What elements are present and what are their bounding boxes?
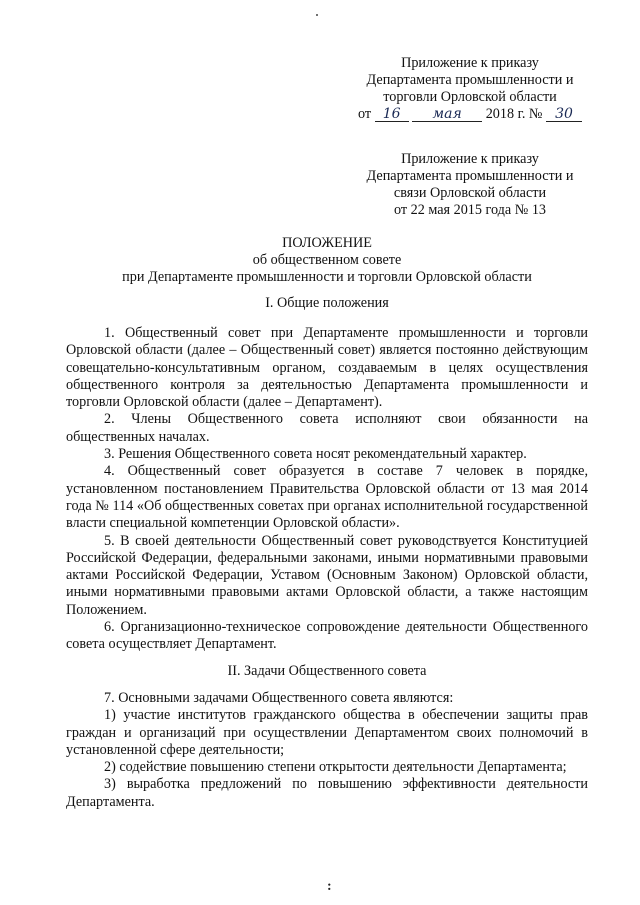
approval-stamp-previous	[340, 151, 600, 219]
approval-date-prefix: от	[357, 106, 372, 122]
section-2-body	[66, 690, 588, 811]
approval-line-2: Департамента промышленности и	[366, 72, 574, 88]
paragraph: 1. Общественный совет при Департаменте промышленности и торговли Орловской области (далее – Общественный совет) является постоянно действующим совещательно-консультативным органом, создаваемым в целях осуществления общественного контроля за деятельностью Департамента промышленности и торговли Орловской области (далее – Департамент).	[66, 325, 588, 411]
handwritten-month: мая	[412, 107, 482, 122]
paragraph: 1) участие институтов гражданского общества в обеспечении защиты прав граждан и организаций при осуществлении Департаментом своих полномочий в установленной сфере деятельности;	[66, 707, 588, 758]
paragraph: 7. Основными задачами Общественного совета являются:	[104, 690, 454, 706]
handwritten-order-number: 30	[546, 107, 582, 122]
handwritten-day: 16	[375, 107, 409, 122]
scan-dot	[316, 14, 318, 16]
title-line-2: об общественном совете	[252, 252, 402, 268]
section-2-heading: II. Задачи Общественного совета	[227, 663, 427, 679]
approval-stamp-current	[340, 55, 600, 123]
scan-mark: :	[327, 879, 332, 894]
paragraph: 3) выработка предложений по повышению эффективности деятельности Департамента.	[66, 776, 588, 810]
paragraph: 3. Решения Общественного совета носят рекомендательный характер.	[104, 446, 527, 463]
paragraph: 5. В своей деятельности Общественный совет руководствуется Конституцией Российской Федерации, федеральными законами, иными нормативными правовыми актами Российской Федерации, Уставом (Основным Законом) Орловской области, иными нормативными правовыми актами Орловской области, а также настоящим Положением.	[66, 532, 588, 618]
document-title	[60, 235, 594, 286]
title-line-1: ПОЛОЖЕНИЕ	[282, 235, 372, 251]
section-1-heading: I. Общие положения	[265, 295, 389, 311]
paragraph: 2. Члены Общественного совета исполняют свои обязанности на общественных началах.	[66, 411, 588, 445]
section-1-body	[66, 325, 588, 654]
approval-year: 2018 г. №	[485, 106, 543, 122]
paragraph: 2) содействие повышению степени открытости деятельности Департамента;	[104, 759, 567, 776]
approval-line-3: торговли Орловской области	[383, 89, 557, 105]
prev-approval-line-3: связи Орловской области	[393, 185, 547, 201]
title-line-3: при Департаменте промышленности и торговли Орловской области	[122, 269, 532, 285]
prev-approval-line-1: Приложение к приказу	[401, 151, 539, 167]
prev-approval-line-2: Департамента промышленности и	[366, 168, 574, 184]
approval-line-1: Приложение к приказу	[401, 55, 539, 71]
approval-date-line	[340, 106, 600, 123]
paragraph: 4. Общественный совет образуется в составе 7 человек в порядке, установленном постановлением Правительства Орловской области от 13 мая 2014 года № 114 «Об общественных советах при органах исполнительной государственной власти специальной компетенции Орловской области».	[66, 463, 588, 532]
paragraph: 6. Организационно-техническое сопровождение деятельности Общественного совета осуществляет Департамент.	[66, 619, 588, 653]
prev-approval-line-4: от 22 мая 2015 года № 13	[393, 202, 547, 218]
